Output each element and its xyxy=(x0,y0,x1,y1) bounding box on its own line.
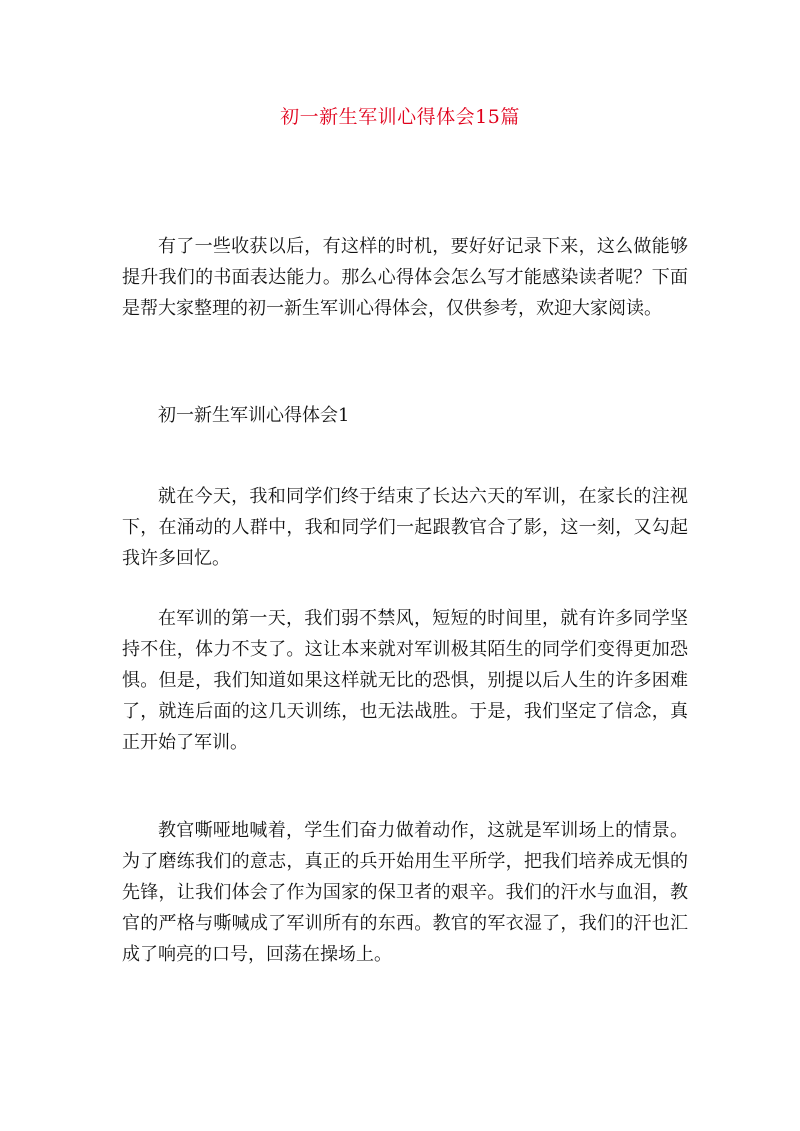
body-paragraph-1: 就在今天，我和同学们终于结束了长达六天的军训，在家长的注视下，在涌动的人群中，我和同学们一起跟教官合了影，这一刻，又勾起我许多回忆。 xyxy=(122,486,688,569)
intro-paragraph: 有了一些收获以后，有这样的时机，要好好记录下来，这么做能够提升我们的书面表达能力。那么心得体会怎么写才能感染读者呢？下面是帮大家整理的初一新生军训心得体会，仅供参考，欢迎大家阅读。 xyxy=(122,236,688,319)
body-paragraph-3: 教官嘶哑地喊着，学生们奋力做着动作，这就是军训场上的情景。为了磨练我们的意志，真正的兵开始用生平所学，把我们培养成无惧的先锋，让我们体会了作为国家的保卫者的艰辛。我们的汗水与血泪，教官的严格与嘶喊成了军训所有的东西。教官的军衣湿了，我们的汗也汇成了响亮的口号，回荡在操场上。 xyxy=(122,820,688,965)
body-paragraph-2: 在军训的第一天，我们弱不禁风，短短的时间里，就有许多同学坚持不住，体力不支了。这让本来就对军训极其陌生的同学们变得更加恐惧。但是，我们知道如果这样就无比的恐惧，别提以后人生的许多困难了，就连后面的这几天训练，也无法战胜。于是，我们坚定了信念，真正开始了军训。 xyxy=(122,608,688,753)
section-title: 初一新生军训心得体会1 xyxy=(158,405,350,426)
document-title: 初一新生军训心得体会15篇 xyxy=(280,106,520,128)
